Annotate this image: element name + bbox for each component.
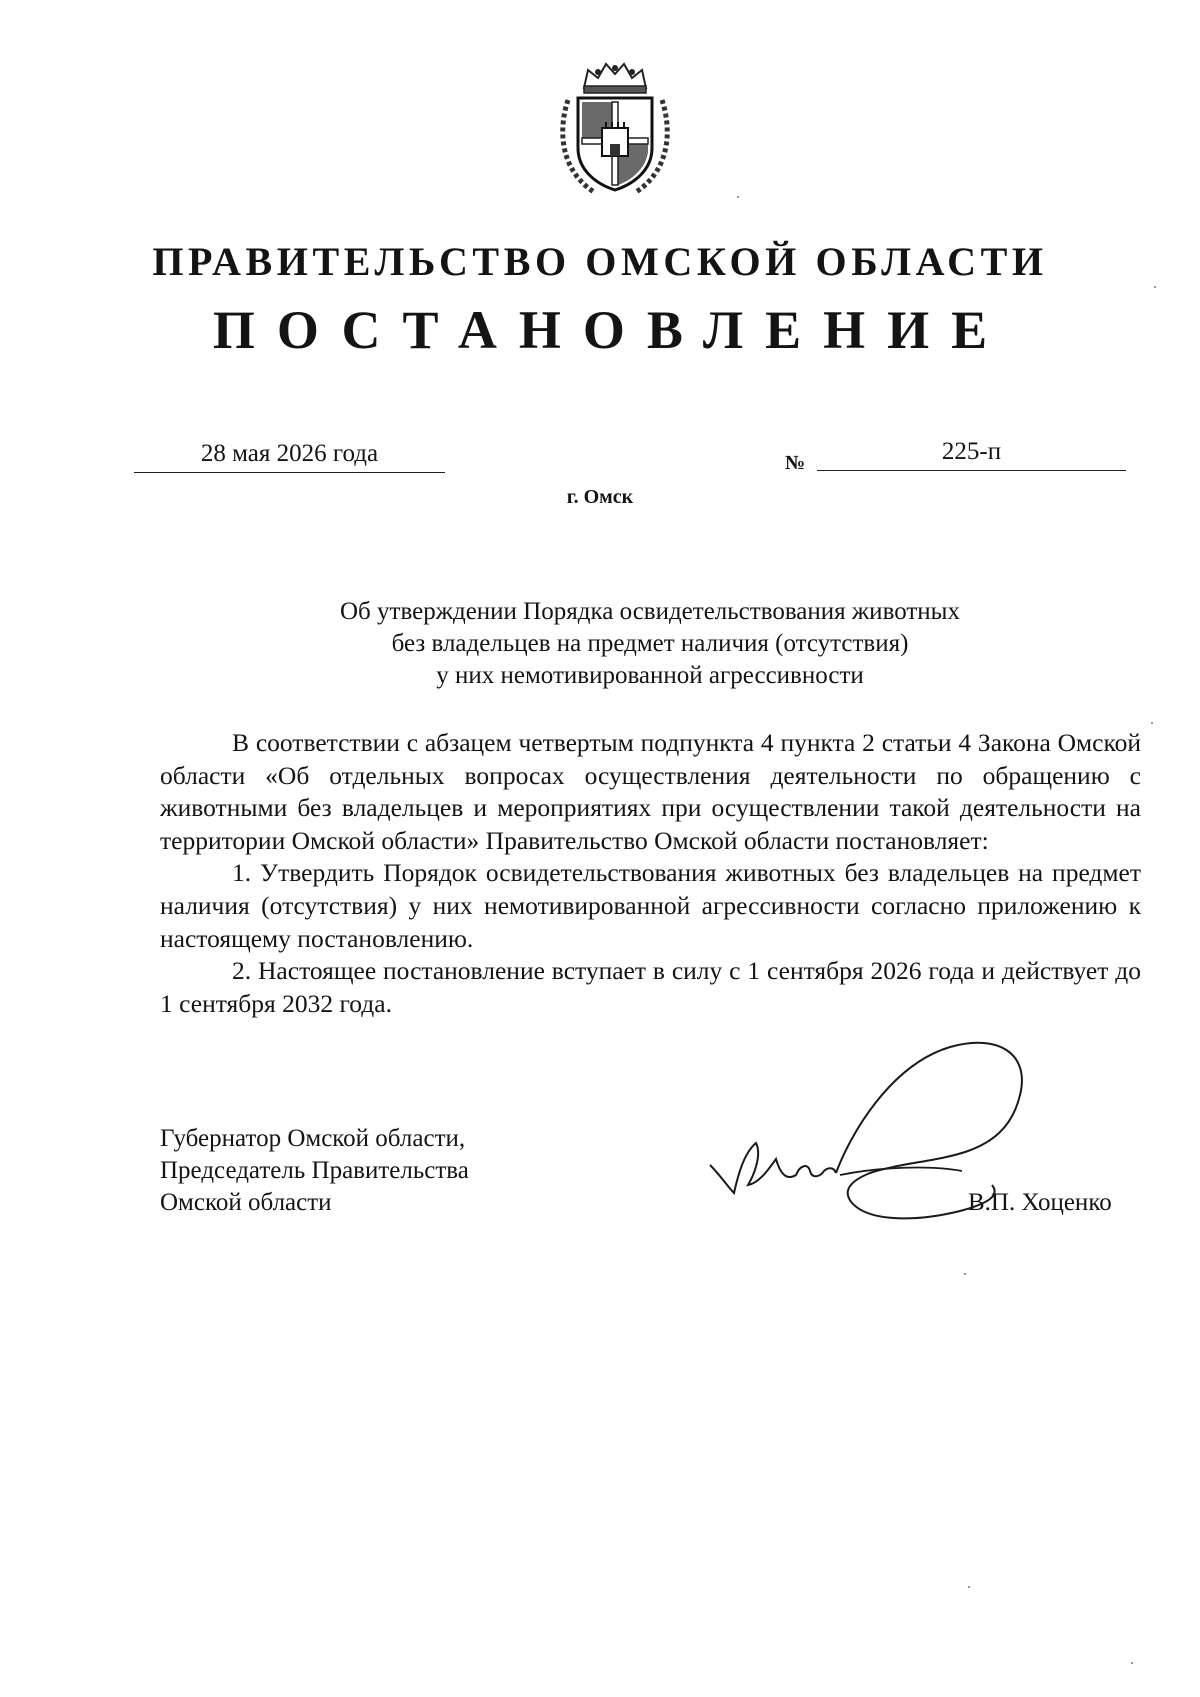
subject-line: Об утверждении Порядка освидетельствования животных: [340, 598, 960, 625]
subject-line: без владельцев на предмет наличия (отсутствия): [391, 630, 909, 657]
document-number: 225-п: [817, 434, 1126, 471]
government-title: ПРАВИТЕЛЬСТВО ОМСКОЙ ОБЛАСТИ: [152, 239, 1048, 284]
signer-position: [160, 1123, 469, 1219]
document-type-title: ПОСТАНОВЛЕНИЕ: [212, 300, 1010, 360]
signer-position-line: Омской области: [160, 1189, 332, 1216]
signer-position-line: Губернатор Омской области,: [160, 1125, 466, 1152]
body-paragraph-item-2: 2. Настоящее постановление вступает в силу с 1 сентября 2026 года и действует до 1 сентября 2032 года.: [160, 956, 1141, 1018]
body-paragraph-item-1: 1. Утвердить Порядок освидетельствования животных без владельцев на предмет наличия (отсутствия) у них немотивированной агрессивности согласно приложению к настоящему постановлению.: [160, 858, 1141, 953]
signer-name: В.П. Хоценко: [968, 1189, 1112, 1216]
scan-speck: [737, 196, 739, 198]
scan-speck: [964, 1273, 966, 1275]
scan-speck: [1154, 286, 1156, 288]
document-date: 28 мая 2026 года: [134, 436, 445, 473]
coat-of-arms-icon: [554, 60, 676, 198]
scan-speck: [968, 1586, 970, 1588]
scan-speck: [1131, 1662, 1133, 1664]
document-subject: [160, 596, 1140, 692]
number-sign: №: [785, 452, 806, 474]
subject-line: у них немотивированной агрессивности: [436, 662, 864, 689]
scan-speck: [1151, 722, 1153, 724]
body-paragraph-preamble: В соответствии с абзацем четвертым подпункта 4 пункта 2 статьи 4 Закона Омской области «Об отдельных вопросах осуществления деятельности по обращению с животными без владельцев и мероприятиях при осуществлении такой деятельности на территории Омской области» Правительство Омской области постановляет:: [160, 728, 1141, 855]
document-city: г. Омск: [566, 486, 634, 508]
signer-position-line: Председатель Правительства: [160, 1157, 469, 1184]
document-body: [160, 727, 1141, 1020]
